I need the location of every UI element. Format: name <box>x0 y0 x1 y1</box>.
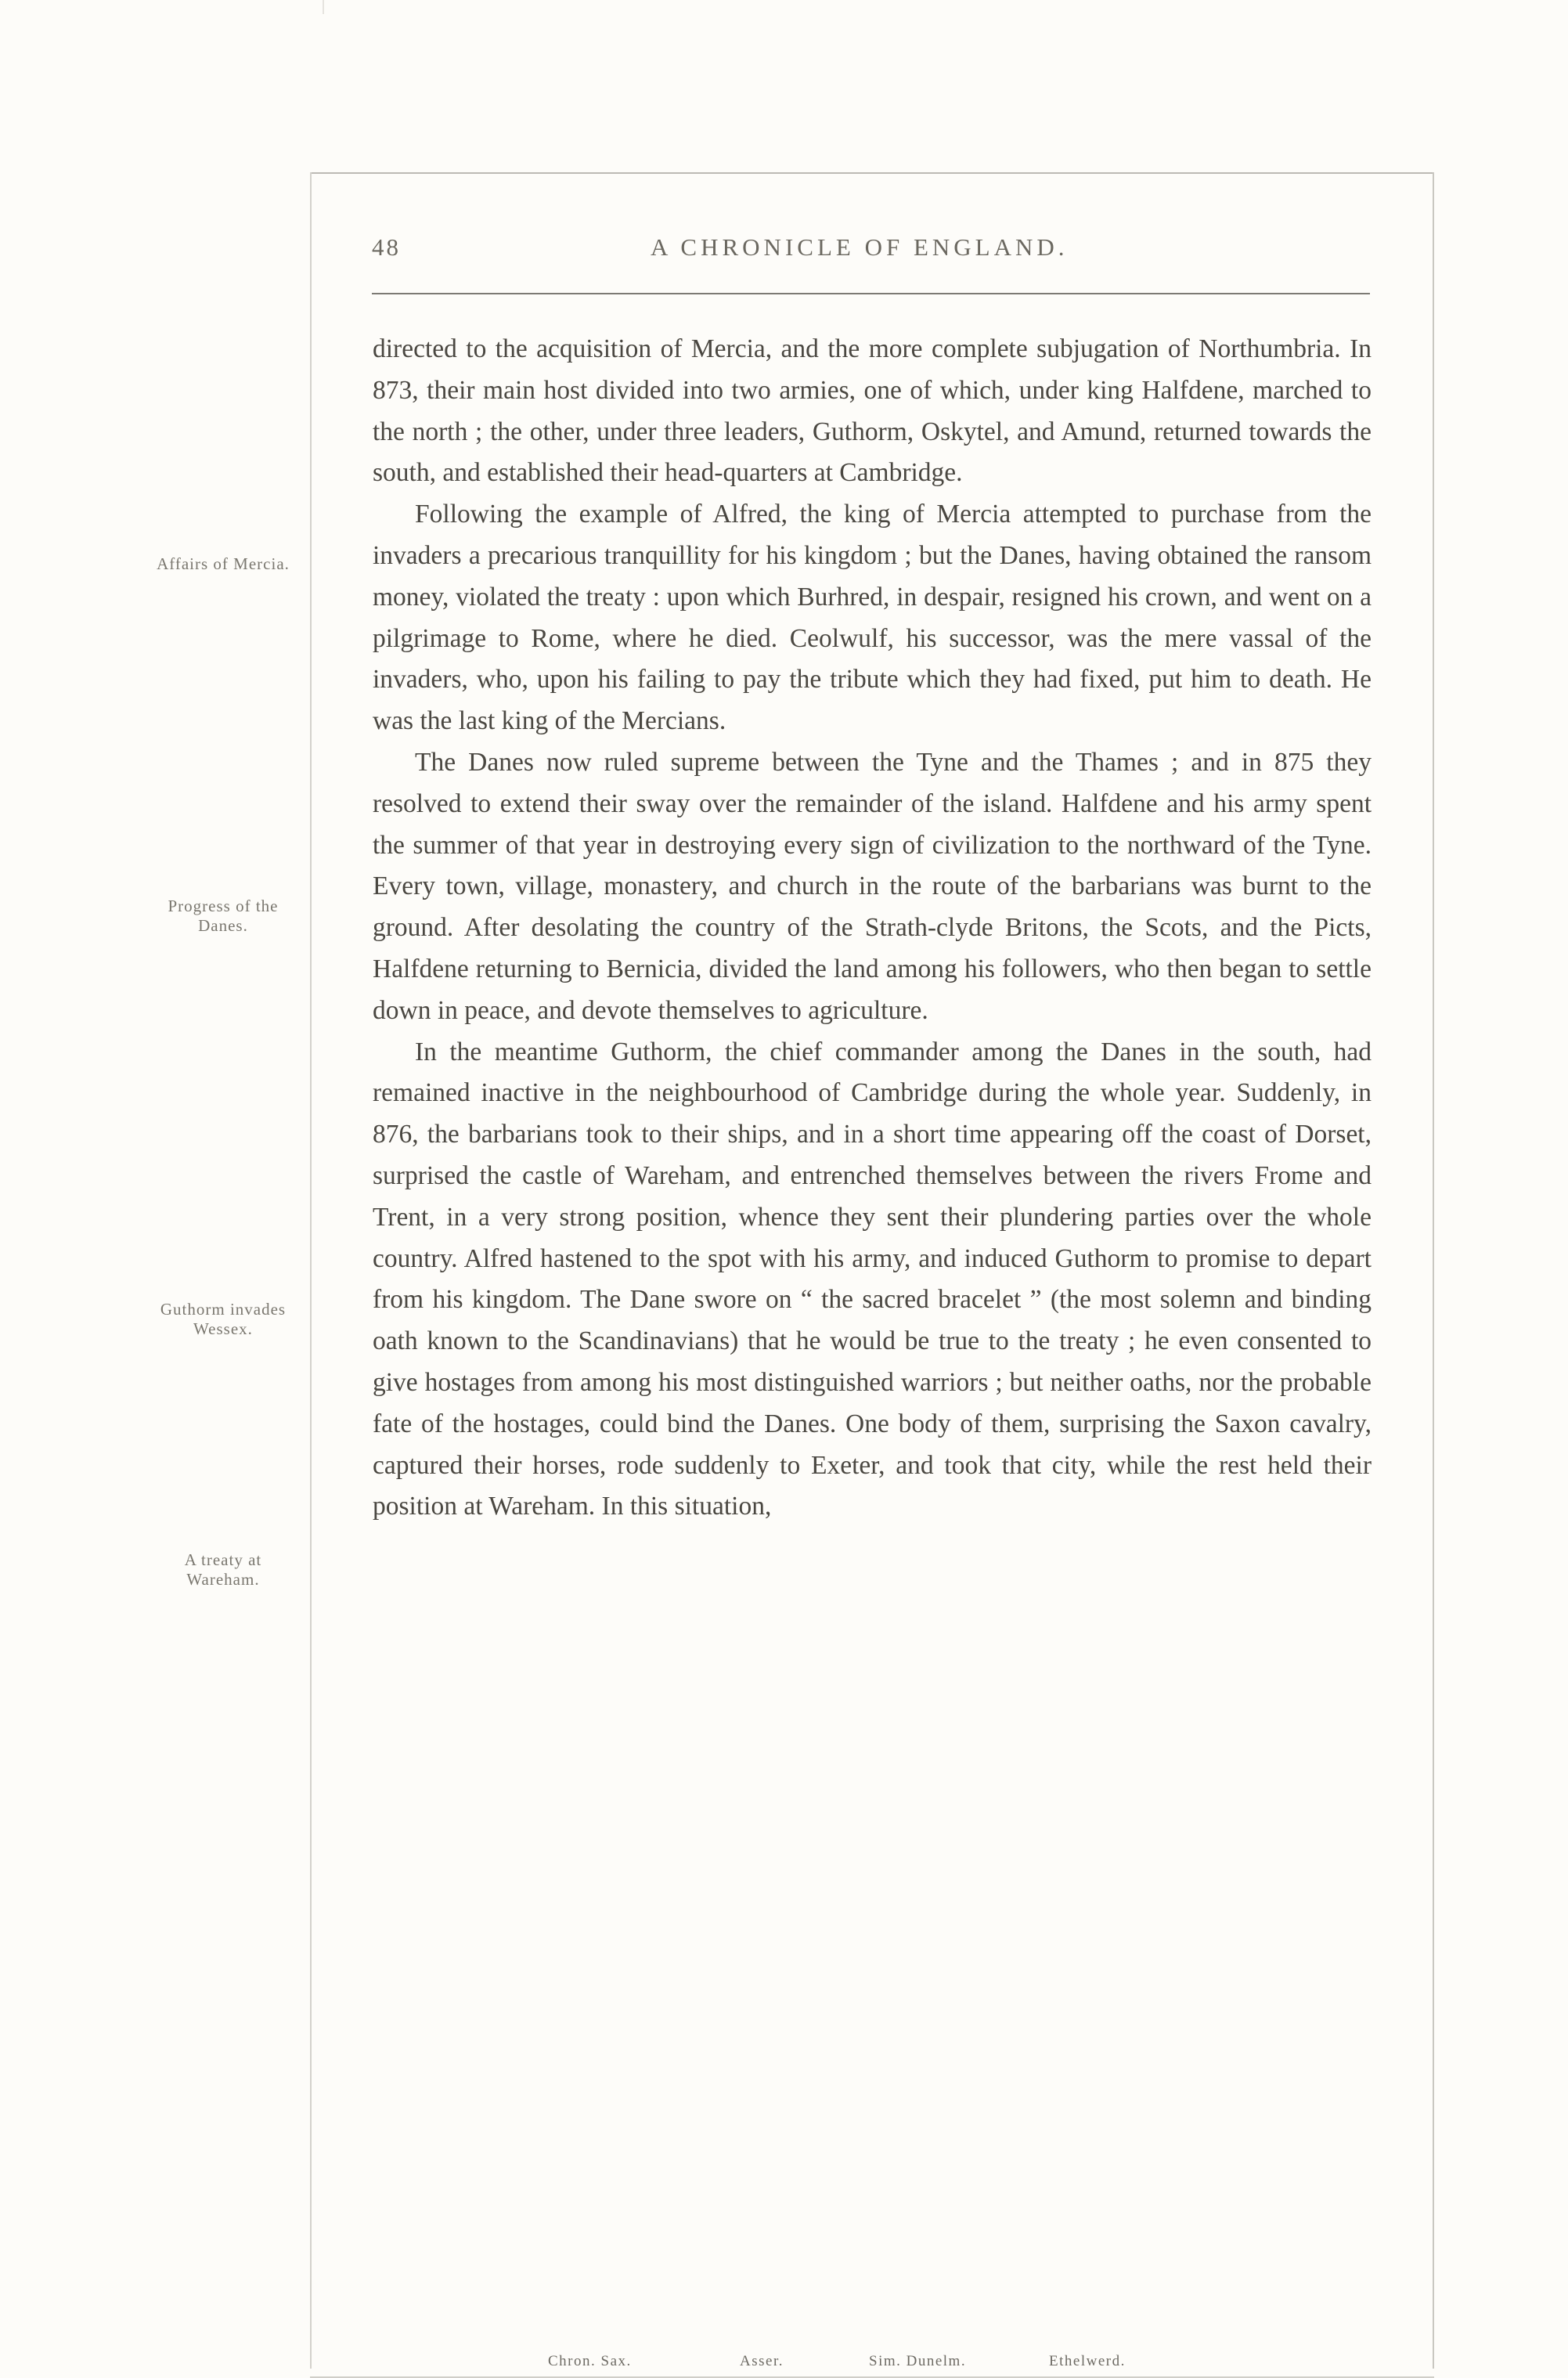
paragraph: Following the example of Alfred, the king of Mercia attempted to purchase from the invaders a precarious tranquillity for his kingdom ; but the Danes, having obtained the ransom money, violated the treaty : upon which Burhred, in despair, resigned his crown, and went on a pilgrimage to Rome, where he died. Ceolwulf, his successor, was the mere vassal of the invaders, who, upon his failing to pay the tribute which they had fixed, put him to death. He was the last king of the Mercians. <box>373 500 1372 736</box>
page-frame-right <box>1433 172 1434 2369</box>
page-frame-left <box>310 172 313 2369</box>
scan-mark <box>323 0 324 14</box>
page-number: 48 <box>372 233 401 261</box>
sidenote-affairs-of-mercia: Affairs of Mercia. <box>157 554 290 573</box>
sidenote-guthorm-invades-wessex: Guthorm invades Wessex. <box>160 1300 287 1338</box>
footnote-sim-dunelm: Sim. Dunelm. <box>869 2353 967 2369</box>
header-rule <box>372 293 1370 294</box>
paragraph: In the meantime Guthorm, the chief commander among the Danes in the south, had remained inactive in the neighbourhood of Cambridge during the whole year. Suddenly, in 876, the barbarians took to their ships, and in a short time appearing off the coast of Dorset, surprised the castle of Wareham, and entrenched themselves between the rivers Frome and Trent, in a very strong position, whence they sent their plundering parties over the whole country. Alfred hastened to the spot with his army, and induced Guthorm to promise to depart from his kingdom. The Dane swore on “ the sacred bracelet ” (the most solemn and binding oath known to the Scandinavians) that he would be true to the treaty ; he even consented to give hostages from among his most distinguished warriors ; but neither oaths, nor the probable fate of the hostages, could bind the Danes. One body of them, surprising the Saxon cavalry, captured their horses, rode suddenly to Exeter, and took that city, while the rest held their position at Wareham. In this situation, <box>373 1037 1372 1521</box>
running-title: A CHRONICLE OF ENGLAND. <box>651 233 1069 261</box>
footnote-asser: Asser. <box>740 2353 784 2369</box>
body-text <box>373 329 1372 1528</box>
sidenote-treaty-at-wareham: A treaty at Wareham. <box>184 1550 262 1589</box>
paragraph: The Danes now ruled supreme between the Tyne and the Thames ; and in 875 they resolved to extend their sway over the remainder of the island. Halfdene and his army spent the summer of that year in destroying every sign of civilization to the northward of the Tyne. Every town, village, monastery, and church in the route of the barbarians was burnt to the ground. After desolating the country of the Strath-clyde Britons, the Scots, and the Picts, Halfdene returning to Bernicia, divided the land among his followers, who then began to settle down in peace, and devote themselves to agriculture. <box>373 747 1372 1025</box>
footnote-ethelwerd: Ethelwerd. <box>1049 2353 1126 2369</box>
sidenote-progress-of-the-danes: Progress of the Danes. <box>168 897 279 935</box>
paragraph: directed to the acquisition of Mercia, and the more complete subjugation of Northumbria. In 873, their main host divided into two armies, one of which, under king Halfdene, marched to the north ; the other, under three leaders, Guthorm, Oskytel, and Amund, returned towards the south, and established their head-quarters at Cambridge. <box>373 334 1372 488</box>
footnote-chron-sax: Chron. Sax. <box>548 2353 632 2369</box>
page-frame-top <box>312 172 1433 174</box>
running-head <box>372 233 1370 271</box>
